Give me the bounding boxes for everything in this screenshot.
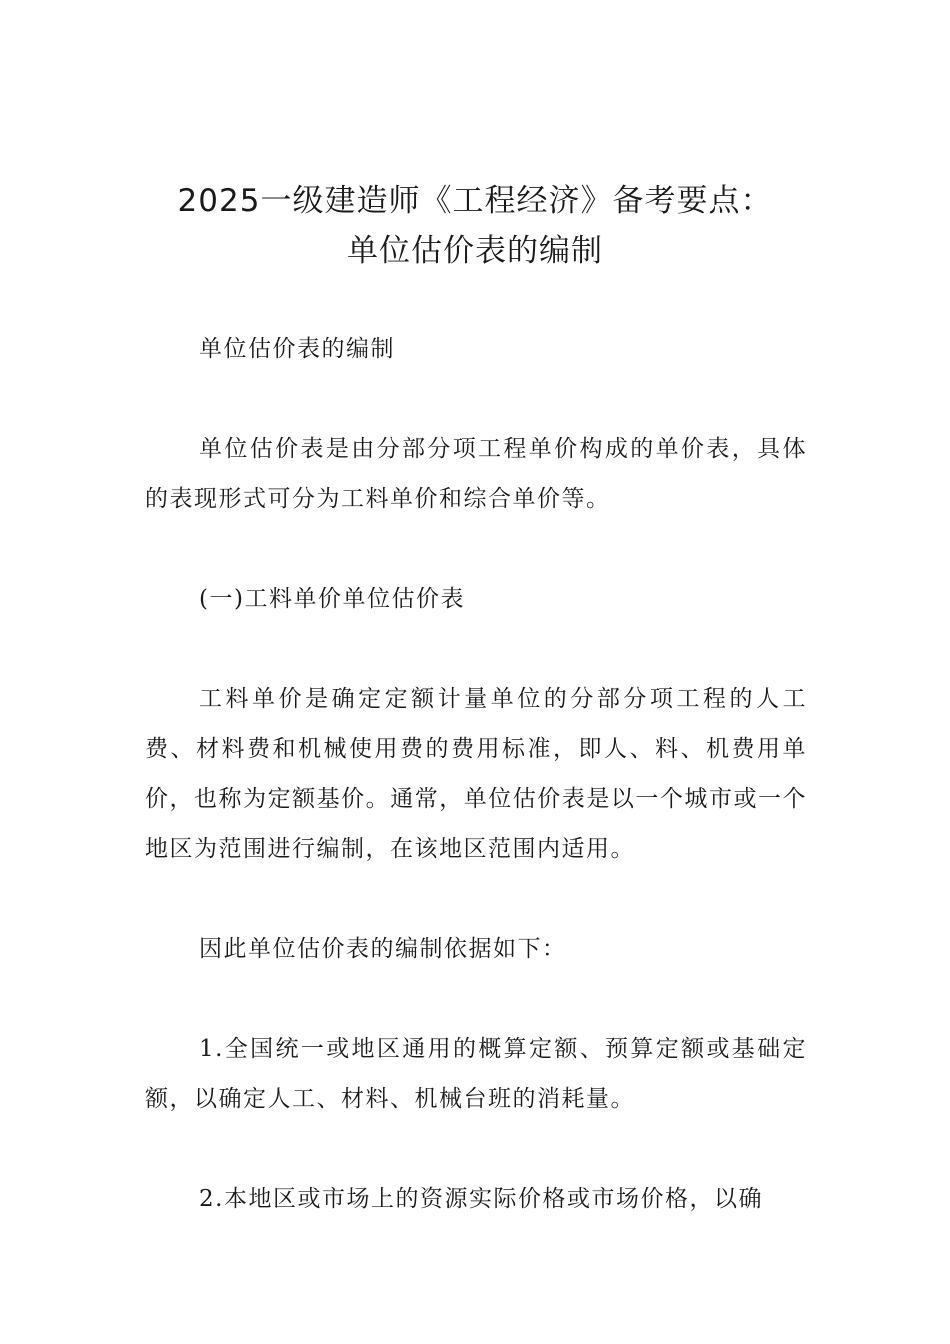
document-body [145,324,807,1274]
title-line-2: 单位估价表的编制 [347,233,603,269]
title-line-1: 2025一级建造师《工程经济》备考要点： [177,183,773,219]
list-item: 2.本地区或市场上的资源实际价格或市场价格，以确 [199,1186,763,1212]
body-paragraph: 工料单价是确定定额计量单位的分部分项工程的人工费、材料费和机械使用费的费用标准，即人、料、机费用单价，也称为定额基价。通常，单位估价表是以一个城市或一个地区为范围进行编制，在该地区范围内适用。 [145,686,807,862]
document-title [0,176,950,276]
body-paragraph: 单位估价表是由分部分项工程单价构成的单价表，具体的表现形式可分为工料单价和综合单价等。 [145,436,807,512]
body-paragraph: 因此单位估价表的编制依据如下： [199,936,567,962]
section-heading: 单位估价表的编制 [199,336,395,362]
list-item: 1.全国统一或地区通用的概算定额、预算定额或基础定额，以确定人工、材料、机械台班的消耗量。 [145,1036,807,1112]
subsection-heading: (一)工料单价单位估价表 [199,586,465,612]
